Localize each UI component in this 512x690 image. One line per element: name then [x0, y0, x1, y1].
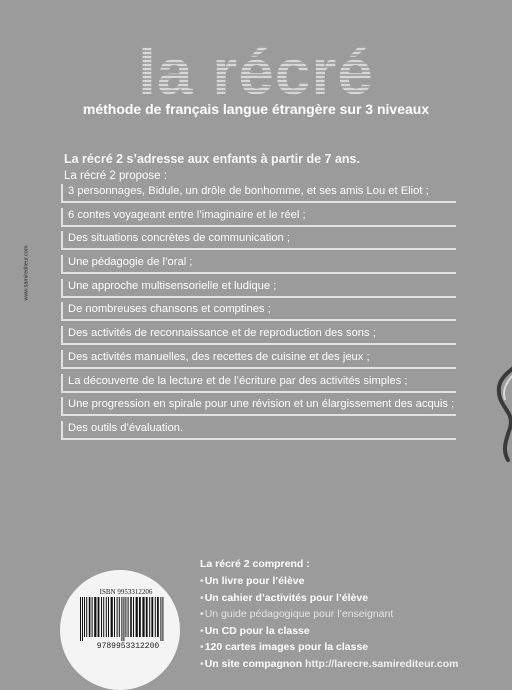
- subtitle: méthode de français langue étrangère sur 3 niveaux: [82, 101, 430, 117]
- barcode-bar: [133, 597, 134, 637]
- barcode-bar: [111, 597, 113, 637]
- bullet-icon: •: [200, 624, 204, 637]
- barcode-bar: [146, 597, 148, 637]
- barcode-bar: [86, 597, 87, 637]
- feature-item: Des activités de reconnaissance et de reproduction des sons ;: [61, 326, 456, 345]
- contents-list: [200, 573, 459, 672]
- contents-item-label: Un CD pour la classe: [204, 624, 310, 637]
- isbn-text: ISBN 9953312206: [99, 588, 153, 596]
- barcode-bar: [94, 597, 96, 637]
- bullet-icon: •: [200, 641, 204, 653]
- barcode-bar: [108, 597, 109, 637]
- barcode-bar: [82, 597, 83, 641]
- barcode-bar: [84, 597, 85, 637]
- contents-item-label: Un site compagnon: [204, 657, 303, 670]
- contents-item: [200, 590, 459, 607]
- side-website-url-text: www.samirediteur.com: [24, 244, 30, 301]
- companion-site-link[interactable]: http://larecre.samirediteur.com: [305, 657, 459, 670]
- feature-item: Des activités manuelles, des recettes de cuisine et des jeux ;: [61, 350, 456, 369]
- barcode-bar: [119, 597, 120, 637]
- feature-item: Une approche multisensorielle et ludique ;: [61, 279, 456, 298]
- barcode-bar: [130, 597, 132, 637]
- barcode-bar: [139, 597, 141, 637]
- intro-headline: La récré 2 s’adresse aux enfants à partir de 7 ans.: [64, 152, 360, 166]
- barcode-bar: [149, 597, 150, 637]
- barcode-bar: [136, 597, 138, 637]
- contents-item-label: Un guide pédagogique pour l’enseignant: [204, 608, 394, 620]
- barcode-bar: [114, 597, 115, 637]
- contents-item: [200, 573, 459, 590]
- bullet-icon: •: [200, 657, 204, 670]
- feature-item: Une pédagogie de l’oral ;: [61, 255, 456, 274]
- barcode-bar: [128, 597, 129, 637]
- ean-digits: 9789953312200: [96, 642, 160, 651]
- propose-text: La récré 2 propose :: [64, 170, 167, 182]
- contents-item-label: Un cahier d’activités pour l’élève: [204, 591, 369, 604]
- barcode-bar: [80, 597, 81, 641]
- bullet-icon: •: [200, 575, 204, 587]
- barcode-bar: [151, 597, 153, 637]
- barcode-bar: [121, 597, 122, 641]
- barcode-bar: [106, 597, 107, 637]
- contents-item: [200, 606, 459, 623]
- barcode-bar: [117, 597, 118, 637]
- features-list: [61, 184, 456, 445]
- contents-item-label: Un livre pour l’élève: [204, 575, 305, 587]
- feature-item: 3 personnages, Bidule, un drôle de bonhomme, et ses amis Lou et Eliot ;: [61, 184, 456, 203]
- barcode-bar: [125, 597, 126, 637]
- barcode-bar: [98, 597, 100, 637]
- feature-item: La découverte de la lecture et de l’écriture par des activités simples ;: [61, 374, 456, 393]
- barcode-bar: [157, 597, 159, 637]
- barcode-bar: [160, 597, 161, 641]
- contents-item: [200, 639, 459, 656]
- bullet-icon: •: [200, 591, 204, 604]
- feature-item: De nombreuses chansons et comptines ;: [61, 302, 456, 321]
- bullet-icon: •: [200, 608, 204, 620]
- contents-item-label: 120 cartes images pour la classe: [204, 641, 369, 653]
- feature-item: Des situations concrètes de communication ;: [61, 231, 456, 250]
- barcode-bar: [89, 597, 91, 637]
- decorative-swirl-icon: [492, 362, 512, 462]
- barcode-bar: [142, 597, 144, 637]
- contents-item: [200, 623, 459, 640]
- barcode: [78, 597, 174, 641]
- logo: la récré: [0, 40, 512, 104]
- barcode-bar: [103, 597, 104, 637]
- barcode-bar: [155, 597, 156, 637]
- barcode-bar: [123, 597, 124, 641]
- contents-item: [200, 656, 459, 673]
- side-website-url: [22, 240, 32, 305]
- feature-item: 6 contes voyageant entre l’imaginaire et le réel ;: [61, 208, 456, 227]
- feature-item: Une progression en spirale pour une révision et un élargissement des acquis ;: [61, 397, 456, 416]
- barcode-bar: [101, 597, 102, 637]
- barcode-bar: [92, 597, 93, 637]
- feature-item: Des outils d’évaluation.: [61, 421, 456, 440]
- barcode-bar: [162, 597, 163, 641]
- contents-title: La récré 2 comprend :: [200, 558, 310, 570]
